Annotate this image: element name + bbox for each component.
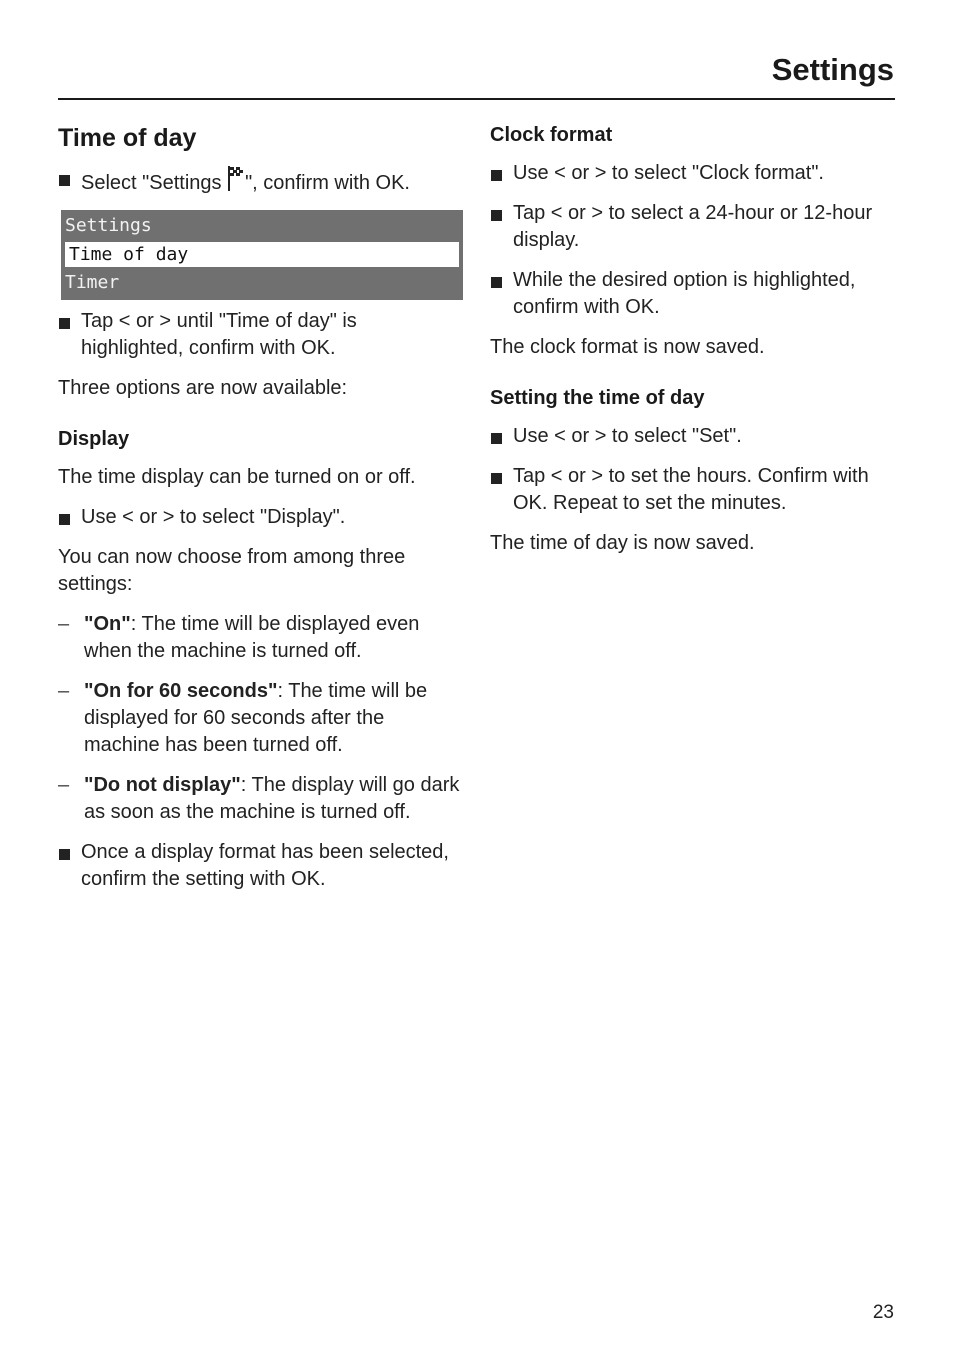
option-name: "On for 60 seconds" xyxy=(84,680,278,702)
clock-saved: The clock format is now saved. xyxy=(490,336,765,358)
option-on-60 xyxy=(58,678,464,759)
step-tap-until: Tap < or > until "Time of day" is highlighted, confirm with OK. xyxy=(58,308,464,362)
option-desc: : The time will be displayed even when the machine is turned off. xyxy=(84,613,420,662)
option-name: "Do not display" xyxy=(84,774,241,796)
option-desc: : The time will be displayed for 60 seconds after the machine has been turned off. xyxy=(84,680,428,756)
step-text-post: ", confirm with OK. xyxy=(245,172,410,194)
step-text-pre: Select "Settings xyxy=(81,172,228,194)
display-desc: The time display can be turned on or off. xyxy=(58,466,416,488)
step-select-display: Use < or > to select "Display". xyxy=(58,504,464,531)
option-desc: : The display will go dark as soon as the machine is turned off. xyxy=(84,774,460,823)
heading-display: Display xyxy=(58,428,130,450)
heading-clock-format: Clock format xyxy=(490,124,613,146)
set-step-1: Use < or > to select "Set". xyxy=(490,423,896,450)
heading-setting-time: Setting the time of day xyxy=(490,387,705,409)
lcd-display xyxy=(61,210,463,300)
lcd-row-time-of-day: Time of day xyxy=(69,244,189,265)
option-do-not-display xyxy=(58,772,464,826)
step-select-settings xyxy=(58,165,464,197)
right-column xyxy=(490,124,896,570)
section-title-time-of-day: Time of day xyxy=(58,124,197,152)
choose-text: You can now choose from among three settings: xyxy=(58,546,406,595)
lcd-row-settings: Settings xyxy=(65,215,152,236)
clock-step-2: Tap < or > to select a 24-hour or 12-hour display. xyxy=(490,200,896,254)
left-column xyxy=(58,124,464,906)
page-number: 23 xyxy=(872,1302,894,1323)
step-confirm-format: Once a display format has been selected, confirm the setting with OK. xyxy=(58,839,464,893)
option-on xyxy=(58,611,464,665)
clock-step-3: While the desired option is highlighted, confirm with OK. xyxy=(490,267,896,321)
clock-step-1: Use < or > to select "Clock format". xyxy=(490,160,896,187)
settings-flag-icon xyxy=(227,165,245,192)
set-step-2: Tap < or > to set the hours. Confirm with OK. Repeat to set the minutes. xyxy=(490,463,896,517)
page-title: Settings xyxy=(771,52,894,87)
lcd-row-timer: Timer xyxy=(65,272,120,293)
set-saved: The time of day is now saved. xyxy=(490,532,755,554)
option-name: "On" xyxy=(84,613,131,635)
intro-text: Three options are now available: xyxy=(58,377,348,399)
header-divider xyxy=(58,98,895,100)
lcd-row-selected xyxy=(65,242,459,267)
